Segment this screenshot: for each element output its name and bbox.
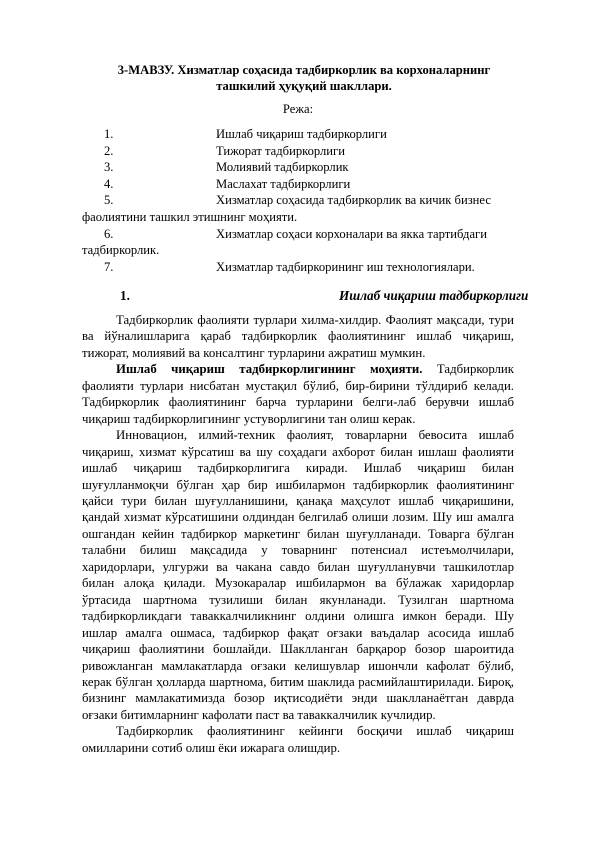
paragraph xyxy=(82,723,514,756)
plan-item xyxy=(0,192,596,209)
paragraph xyxy=(82,427,514,723)
plan-item-text-wrap: тадбиркорлик. xyxy=(82,243,160,258)
plan-item-number: 2. xyxy=(104,143,114,158)
paragraph-text: Тадбиркорлик фаолияти турлари нисбатан мустақил бўлиб, бир-бирини тўлдириб келади. Тадбиркорлик фаолиятининг барча турларини белги-лаб берувчи ишлаб чиқариш тадбиркорлигининг устуворлигини тан олиш керак. xyxy=(82,362,514,426)
page-title: 3-МАВЗУ. Хизматлар соҳасида тадбиркорлик ва корхоналарнинг ташкилий ҳуқуқий шакллари. xyxy=(117,63,491,93)
paragraph-text: Инновацион, илмий-техник фаолият, товарларни бевосита ишлаб чиқариш, хизмат кўрсатиш ва шу соҳадаги ахборот билан ишлаш фаолияти ишлаб чиқариш тадбиркорлигига киради. Ишлаб чиқариш билан шуғулланмоқчи бўлган ҳар бир ишбилармон тадбиркорлик фаолиятининг қайси тури билан шуғулланишини, қанақа маҳсулот ишлаб чиқаришини, қандай хизмат кўрсатишини олдиндан белгилаб олиши лозим. Шу иш амалга ошгандан кейин тадбиркор маркетинг билан шуғулланади. Товарга бўлган талабни билиш мақсадида у товарнинг потенсиал истеъмолчилари, харидорлари, улгуржи ва чакана савдо билан шуғулланувчи ташкилотлар билан алоқа қилади. Музокаралар ишбилармон ва бўлажак харидорлар ўртасида шартнома тузилиши билан якунланади. Тузилган шартнома тадбиркорликдаги таваккалчиликнинг олдини олишга имкон беради. Шу ишлар амалга ошмаса, тадбиркор фақат оғзаки ваъдалар асосида ишлаб чиқариш фаолиятини бошлайди. Шаклланган барқарор бозор шароитида ривожланган мамлакатларда оғзаки келишувлар ишончли кафолат бўлиб, керак бўлган ҳолларда шартнома, битим шаклида расмийлаштирилади. Бироқ, бизнинг мамлакатимизда бозор иқтисодиёти энди шаклланаётган даврда оғзаки битимларнинг кафолати паст ва таваккалчилик кучлидир. xyxy=(82,428,514,722)
plan-item-number: 1. xyxy=(104,127,114,141)
plan-item-continuation xyxy=(0,242,596,259)
paragraph-text: Тадбиркорлик фаолиятининг кейинги босқичи ишлаб чиқариш омилларини сотиб олиш ёки ижарага олишдир. xyxy=(82,724,514,755)
plan-list xyxy=(0,126,596,275)
paragraph-lead: Ишлаб чиқариш тадбиркорлигининг моҳияти. xyxy=(116,362,423,377)
plan-item xyxy=(0,259,596,276)
plan-item-text-wrap: фаолиятини ташкил этишнинг моҳияти. xyxy=(82,209,298,224)
paragraph xyxy=(82,312,514,361)
plan-item-text: Хизматлар соҳасида тадбиркорлик ва кичик бизнес xyxy=(216,193,491,208)
plan-item-number: 5. xyxy=(104,193,114,208)
plan-heading: Режа: xyxy=(282,102,314,116)
section-number: 1. xyxy=(120,288,130,303)
plan-item-text: Маслахат тадбиркорлиги xyxy=(216,176,351,191)
plan-item xyxy=(0,143,596,160)
plan-item xyxy=(0,159,596,176)
plan-item-text: Молиявий тадбиркорлик xyxy=(216,160,349,175)
plan-item-text: Хизматлар соҳаси корхоналари ва якка тартибдаги xyxy=(216,226,487,241)
section-title: Ишлаб чиқариш тадбиркорлиги xyxy=(339,288,529,303)
plan-item xyxy=(0,176,596,193)
paragraph xyxy=(82,361,514,427)
plan-item-number: 3. xyxy=(104,160,114,175)
paragraph-text: Тадбиркорлик фаолияти турлари хилма-хилдир. Фаолият мақсади, тури ва йўналишларига қараб тадбиркорлик фаолиятининг ишлаб чиқариш, тижорат, молиявий ва консалтинг турларини ажратиш мумкин. xyxy=(82,313,514,360)
plan-item-number: 6. xyxy=(104,226,114,241)
plan-item-number: 4. xyxy=(104,176,114,191)
plan-item-text: Ишлаб чиқариш тадбиркорлиги xyxy=(216,127,387,141)
plan-item-text: Тижорат тадбиркорлиги xyxy=(216,143,345,158)
plan-item-text: Хизматлар тадбиркорининг иш технологиялари. xyxy=(216,259,475,274)
body-text xyxy=(82,312,514,756)
plan-item-continuation xyxy=(0,209,596,226)
plan-item xyxy=(0,226,596,243)
plan-item xyxy=(0,126,596,143)
plan-item-number: 7. xyxy=(104,259,114,274)
